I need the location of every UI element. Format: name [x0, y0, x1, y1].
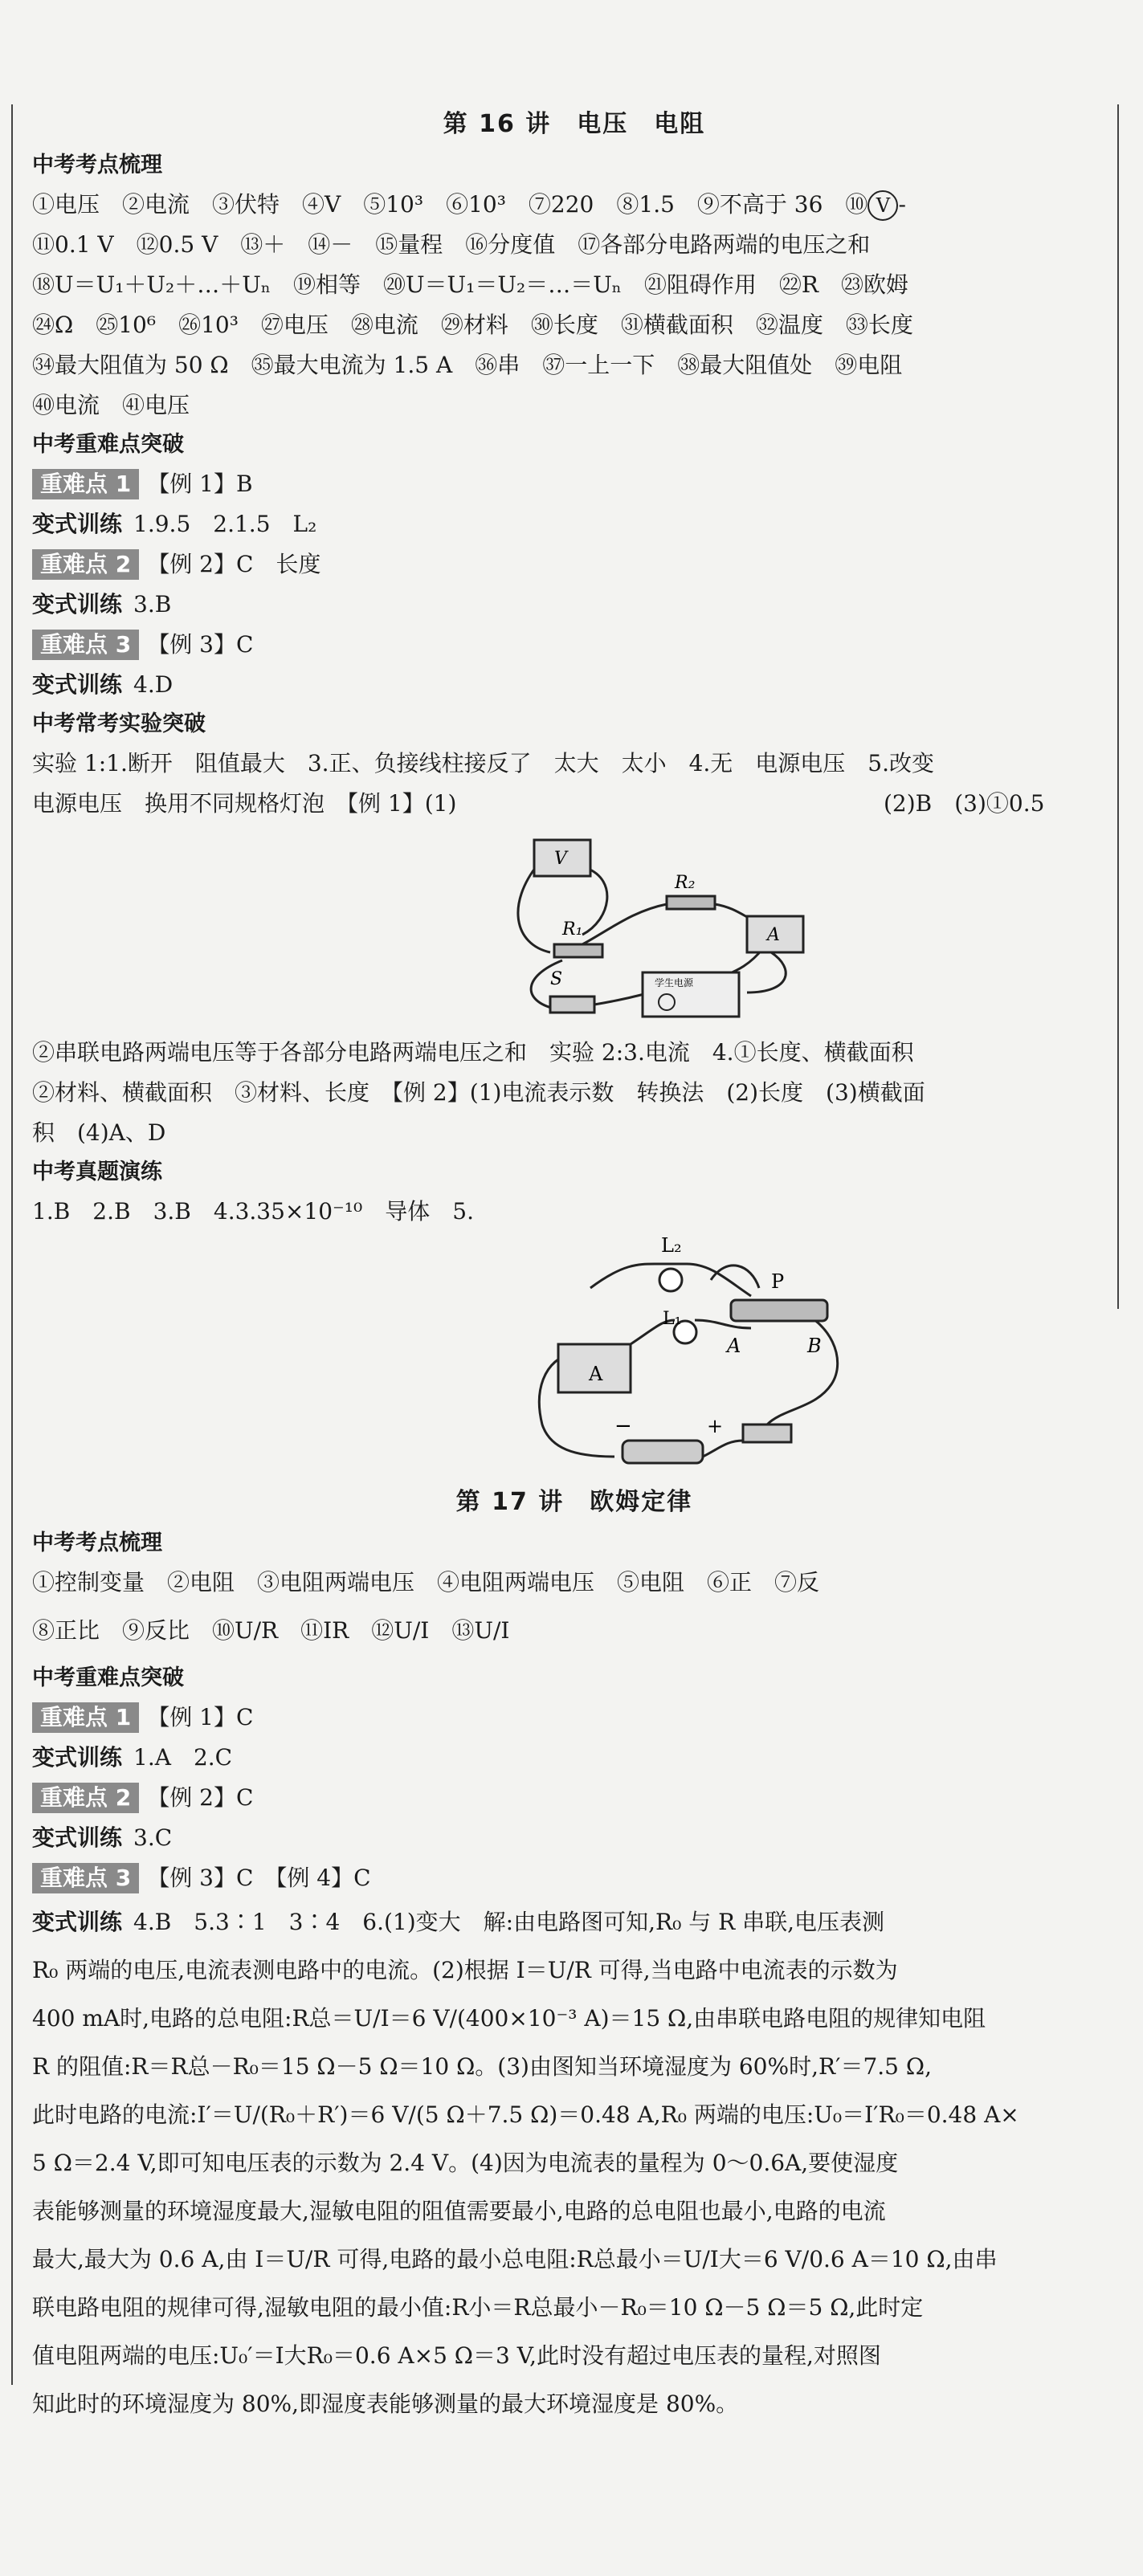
key-point-badge: 重难点 3: [32, 1863, 139, 1893]
solution-line: 5 Ω＝2.4 V,即可知电压表的示数为 2.4 V。(4)因为电流表的量程为 0～0.6A,要使湿度: [32, 2150, 899, 2176]
circuit-diagram-1: [506, 832, 811, 1025]
figure-label: L₁: [663, 1309, 682, 1329]
section-heading: 中考考点梳理: [32, 153, 162, 177]
answer-text: 【例 1】C: [147, 1704, 254, 1730]
answer-text: 3.B: [133, 591, 172, 618]
key-point-badge: 重难点 2: [32, 1783, 139, 1813]
answer-line: ㊵电流 ㊶电压: [32, 392, 190, 418]
answer-text: 4.B 5.3∶1 3∶4 6.(1)变大 解:由电路图可知,R₀ 与 R 串联,电压表测: [133, 1909, 884, 1935]
section-heading: 中考重难点突破: [32, 1665, 184, 1690]
answer-text: 电源电压 换用不同规格灯泡 【例 1】(1): [32, 790, 457, 817]
solution-line: 400 mA时,电路的总电阻:R总＝U/I＝6 V/(400×10⁻³ A)＝15 Ω,由串联电路电阻的规律知电阻: [32, 2005, 986, 2032]
section-heading: 中考考点梳理: [32, 1531, 162, 1555]
variant-row: [32, 504, 1116, 544]
solution-line: 最大,最大为 0.6 A,由 I＝U/R 可得,电路的最小总电阻:R总最小＝U/I大＝6 V/0.6 A＝10 Ω,由串: [32, 2246, 998, 2272]
key-point-row: [32, 1778, 1116, 1818]
answer-line: ②串联电路两端电压等于各部分电路两端电压之和 实验 2:3.电流 4.①长度、横截面积: [32, 1039, 914, 1066]
key-point-badge: 重难点 1: [32, 1702, 139, 1733]
right-margin-rule: [1117, 104, 1119, 1309]
circuit-diagram-2: [526, 1232, 863, 1473]
variant-row: [32, 1818, 1116, 1858]
answer-text-right: (2)B (3)①0.5: [884, 790, 1045, 817]
answer-line: 1.B 2.B 3.B 4.3.35×10⁻¹⁰ 导体 5.: [32, 1198, 474, 1225]
key-point-row: [32, 625, 1116, 665]
answer-line: [32, 784, 1116, 824]
answer-text: 4.D: [133, 671, 173, 698]
left-margin-rule: [11, 104, 13, 2385]
voltmeter-symbol: V: [867, 190, 898, 221]
key-point-row: [32, 464, 1116, 504]
answer-page: [32, 103, 1116, 2428]
variant-label: 变式训练: [32, 1909, 123, 1935]
key-point-badge: 重难点 2: [32, 549, 139, 580]
answer-line: ①电压 ②电流 ③伏特 ④V ⑤10³ ⑥10³ ⑦220 ⑧1.5 ⑨不高于 36 ⑩ V -: [32, 185, 1116, 225]
solution-line: 表能够测量的环境湿度最大,湿敏电阻的阻值需要最小,电路的总电阻也最小,电路的电流: [32, 2198, 886, 2224]
lecture-17-title: 第 17 讲 欧姆定律: [455, 1488, 693, 1516]
figure-label: R₂: [675, 873, 696, 893]
figure-label: V: [554, 849, 567, 869]
figure-label: A: [727, 1335, 741, 1357]
bulb-l2-icon: [659, 1269, 682, 1291]
answer-text: 【例 2】C 长度: [147, 551, 321, 577]
section-heading: 中考常考实验突破: [32, 711, 206, 736]
answer-line: ㉞最大阻值为 50 Ω ㉟最大电流为 1.5 A ㊱串 ㊲一上一下 ㊳最大阻值处 ㊴电阻: [32, 352, 903, 378]
variant-row: [32, 1738, 1116, 1778]
answer-text: 1.9.5 2.1.5 L₂: [133, 511, 317, 537]
figure-label: −: [614, 1414, 632, 1438]
answer-line: 积 (4)A、D: [32, 1119, 166, 1146]
lecture-16-title: 第 16 讲 电压 电阻: [443, 110, 706, 138]
switch-body: [743, 1425, 791, 1442]
section-heading: 中考真题演练: [32, 1160, 162, 1184]
solution-line: 此时电路的电流:I′＝U/(R₀＋R′)＝6 V/(5 Ω＋7.5 Ω)＝0.48 A,R₀ 两端的电压:U₀＝I′R₀＝0.48 A×: [32, 2101, 1019, 2128]
key-point-badge: 重难点 1: [32, 469, 139, 499]
variant-row: [32, 585, 1116, 625]
section-heading: 中考重难点突破: [32, 432, 184, 457]
power-supply-label: 学生电源: [655, 977, 694, 988]
figure-label: +: [707, 1415, 724, 1437]
answer-line: ②材料、横截面积 ③材料、长度 【例 2】(1)电流表示数 转换法 (2)长度 (3)横截面: [32, 1079, 925, 1106]
variant-row: [32, 665, 1116, 705]
solution-line: R₀ 两端的电压,电流表测电路中的电流。(2)根据 I＝U/R 可得,当电路中电流表的示数为: [32, 1957, 898, 1983]
answer-text: 【例 1】B: [147, 471, 253, 497]
answer-text: 【例 3】C: [147, 631, 254, 658]
circuit-figure-2: [32, 1232, 1116, 1481]
solution-line: 知此时的环境湿度为 80%,即湿度表能够测量的最大环境湿度是 80%。: [32, 2391, 739, 2417]
switch-body: [550, 997, 594, 1013]
figure-label: S: [550, 969, 563, 989]
answer-line: ①控制变量 ②电阻 ③电阻两端电压 ④电阻两端电压 ⑤电阻 ⑥正 ⑦反: [32, 1569, 820, 1596]
answer-line: ⑱U＝U₁＋U₂＋…＋Uₙ ⑲相等 ⑳U＝U₁＝U₂＝…＝Uₙ ㉑阻碍作用 ㉒R ㉓欧姆: [32, 271, 908, 298]
key-point-row: [32, 1698, 1116, 1738]
figure-label: R₁: [562, 919, 583, 940]
answer-text: ①电压 ②电流 ③伏特 ④V ⑤10³ ⑥10³ ⑦220 ⑧1.5 ⑨不高于 36 ⑩: [32, 191, 868, 218]
answer-text: 【例 2】C: [147, 1784, 254, 1811]
battery-body: [623, 1441, 703, 1463]
figure-label: B: [807, 1335, 822, 1357]
solution-line: 联电路电阻的规律可得,湿敏电阻的最小值:R小＝R总最小－R₀＝10 Ω－5 Ω＝5 Ω,此时定: [32, 2294, 924, 2321]
figure-label: A: [767, 925, 780, 945]
answer-text: 【例 3】C 【例 4】C: [147, 1865, 371, 1891]
variant-label: 变式训练: [32, 591, 123, 618]
answer-text: 1.A 2.C: [133, 1744, 233, 1771]
figure-label: A: [589, 1363, 603, 1385]
variant-label: 变式训练: [32, 511, 123, 537]
solution-line: 值电阻两端的电压:U₀′＝I大R₀＝0.6 A×5 Ω＝3 V,此时没有超过电压表的量程,对照图: [32, 2342, 881, 2369]
answer-line: 实验 1:1.断开 阻值最大 3.正、负接线柱接反了 太大 太小 4.无 电源电压 5.改变: [32, 750, 935, 776]
variant-label: 变式训练: [32, 1824, 123, 1851]
resistor-r1: [554, 944, 602, 957]
variant-label: 变式训练: [32, 671, 123, 698]
key-point-row: [32, 544, 1116, 585]
solution-line: [32, 1898, 1116, 1946]
answer-line: ⑪0.1 V ⑫0.5 V ⑬＋ ⑭－ ⑮量程 ⑯分度值 ⑰各部分电路两端的电压之和: [32, 231, 871, 258]
figure-label: P: [771, 1270, 785, 1293]
figure-label: L₂: [661, 1234, 682, 1257]
answer-text: 3.C: [133, 1824, 173, 1851]
answer-line: ㉔Ω ㉕10⁶ ㉖10³ ㉗电压 ㉘电流 ㉙材料 ㉚长度 ㉛横截面积 ㉜温度 ㉝长度: [32, 312, 913, 338]
key-point-badge: 重难点 3: [32, 630, 139, 660]
resistor-r2: [667, 896, 715, 909]
rheostat-body: [731, 1300, 827, 1321]
solution-line: R 的阻值:R＝R总－R₀＝15 Ω－5 Ω＝10 Ω。(3)由图知当环境湿度为 60%时,R′＝7.5 Ω,: [32, 2053, 932, 2080]
answer-line: ⑧正比 ⑨反比 ⑩U/R ⑪IR ⑫U/I ⑬U/I: [32, 1617, 510, 1644]
variant-label: 变式训练: [32, 1744, 123, 1771]
key-point-row: [32, 1858, 1116, 1898]
circuit-figure-1: [32, 824, 1116, 1033]
